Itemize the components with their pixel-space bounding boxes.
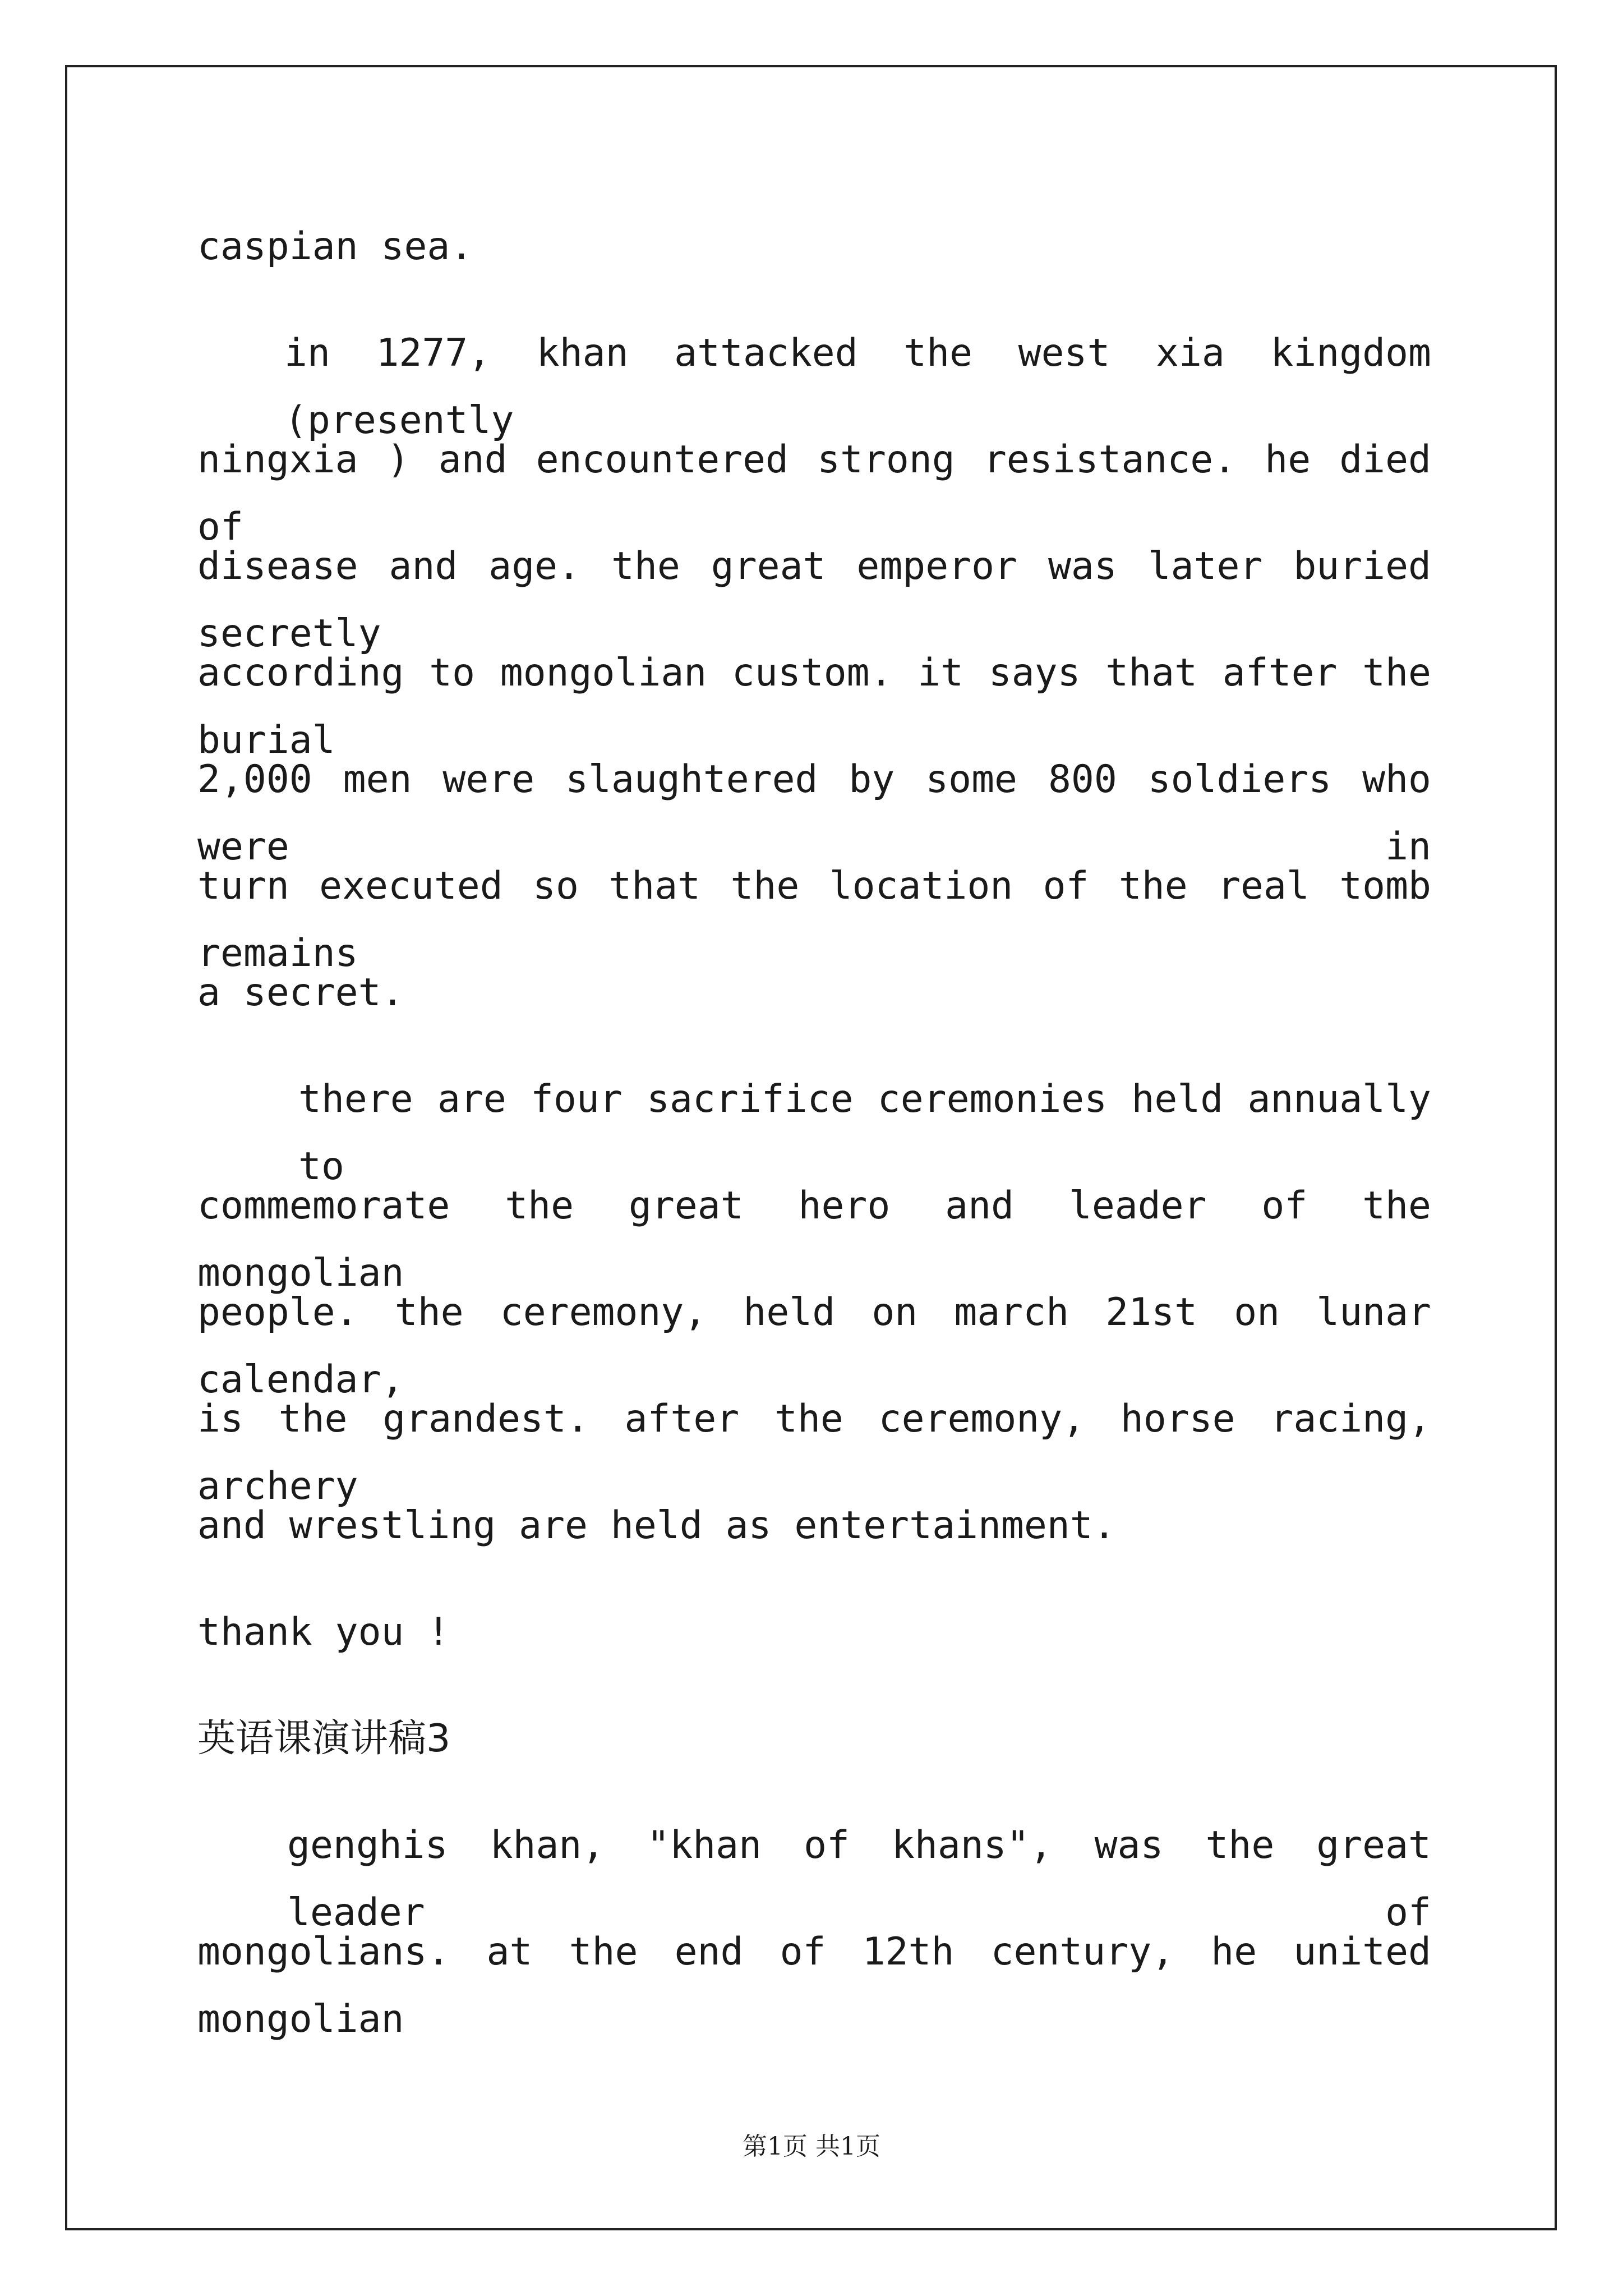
text-line	[197, 1386, 1431, 1508]
text-line: a secret.	[197, 970, 404, 1015]
text-line	[197, 1066, 1431, 1189]
text-line-content: is the grandest. after the ceremony, horse racing, archery	[197, 1397, 1431, 1508]
text-line: and wrestling are held as entertainment.	[197, 1503, 1116, 1548]
text-line	[197, 320, 1431, 443]
text-line-content: people. the ceremony, held on march 21st on lunar calendar,	[197, 1290, 1431, 1402]
text-line-content: there are four sacrifice ceremonies held annually to	[298, 1077, 1431, 1189]
text-line: caspian sea.	[197, 224, 473, 269]
page-number-label: 第1页 共1页	[743, 2132, 880, 2161]
text-line	[197, 639, 1431, 762]
text-line	[197, 853, 1431, 976]
text-line	[197, 1279, 1431, 1402]
text-line	[197, 746, 1431, 869]
text-line	[197, 533, 1431, 656]
text-line	[197, 1812, 1431, 1935]
text-line	[197, 426, 1431, 549]
text-line-content: genghis khan, "khan of khans", was the great leader of	[287, 1823, 1431, 1935]
text-line-content: disease and age. the great emperor was later buried secretly	[197, 544, 1431, 656]
text-line: thank you !	[197, 1610, 450, 1654]
page-footer	[0, 2126, 1623, 2162]
text-line-content: 2,000 men were slaughtered by some 800 soldiers who were in	[197, 757, 1431, 869]
text-line	[197, 1918, 1431, 2041]
section-heading: 英语课演讲稿3	[197, 1717, 451, 1761]
text-line-content: according to mongolian custom. it says that after the burial	[197, 651, 1431, 762]
text-line-content: in 1277, khan attacked the west xia kingdom (presently	[284, 331, 1431, 443]
text-line-content: commemorate the great hero and leader of the mongolian	[197, 1184, 1431, 1295]
text-line	[197, 1172, 1431, 1295]
text-line-content: mongolians. at the end of 12th century, he united mongolian	[197, 1930, 1431, 2041]
text-line-content: turn executed so that the location of the real tomb remains	[197, 864, 1431, 976]
text-line-content: ningxia ) and encountered strong resistance. he died of	[197, 438, 1431, 549]
